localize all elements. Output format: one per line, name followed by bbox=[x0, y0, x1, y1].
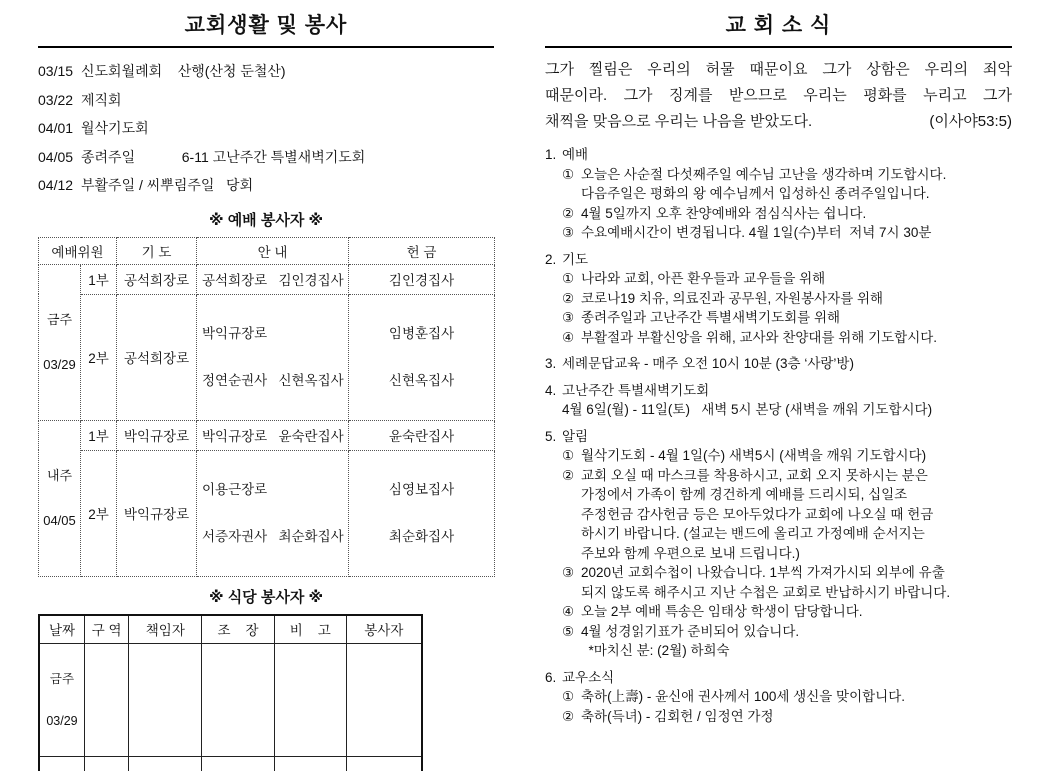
announcement-item bbox=[562, 223, 1012, 243]
page-title: 교회생활 및 봉사 bbox=[184, 14, 348, 37]
item-line: 다음주일은 평화의 왕 예수님께서 입성하신 종려주일입니다. bbox=[581, 186, 930, 201]
item-marker: ④ bbox=[562, 604, 575, 619]
announcement-item bbox=[562, 269, 1012, 289]
col-header-note: 비 고 bbox=[274, 615, 346, 644]
item-line: 교회 오실 때 마스크를 착용하시고, 교회 오지 못하시는 분은 bbox=[581, 467, 928, 483]
section-title: 세례문답교육 - 매주 오전 10시 10분 (3층 ‘사랑’방) bbox=[562, 356, 854, 371]
guide-line: 이용근장로 bbox=[202, 481, 268, 497]
item-line: 종려주일과 고난주간 특별새벽기도회를 위해 bbox=[581, 310, 841, 325]
guide-cell bbox=[197, 294, 349, 420]
section-prayer bbox=[545, 250, 1012, 348]
prayer-cell: 박익규장로 bbox=[117, 420, 197, 450]
scripture-line: 때문이라. 그가 징계를 받으므로 우리는 평화를 누리고 그가 bbox=[545, 87, 1012, 104]
offering-line: 임병훈집사 bbox=[388, 325, 455, 341]
section-member-news bbox=[545, 668, 1012, 727]
section-number: 5. bbox=[545, 428, 557, 444]
offering-line: 신현옥집사 bbox=[388, 373, 455, 388]
item-marker: ① bbox=[562, 271, 575, 286]
scripture-text: 채찍을 맞음으로 우리는 나음을 받았도다. bbox=[545, 113, 813, 130]
event-text: 부활주일 / 씨뿌림주일 당회 bbox=[81, 177, 254, 194]
empty-cell bbox=[274, 643, 346, 756]
week-label: 금주 bbox=[49, 671, 75, 686]
event-text: 제직회 bbox=[81, 91, 122, 108]
event-text: 월삭기도회 bbox=[81, 120, 149, 137]
prayer-cell: 공석희장로 bbox=[117, 264, 197, 294]
part-cell: 1부 bbox=[81, 264, 117, 294]
section-title: 교우소식 bbox=[562, 669, 615, 685]
announcement-item bbox=[562, 687, 1012, 707]
announcement-item bbox=[562, 308, 1012, 328]
item-line: 나라와 교회, 아픈 환우들과 교우들을 위해 bbox=[581, 271, 826, 286]
event-date: 04/05 bbox=[38, 148, 74, 165]
section-title: 알림 bbox=[562, 428, 589, 444]
announcement-item bbox=[562, 707, 1012, 727]
empty-cell bbox=[129, 643, 202, 756]
week-cell bbox=[39, 420, 81, 576]
event-row bbox=[38, 86, 494, 115]
event-text: 종려주일 6-11 고난주간 특별새벽기도회 bbox=[81, 148, 366, 165]
event-row bbox=[38, 114, 494, 143]
scripture-line: 그가 찔림은 우리의 허물 때문이요 그가 상함은 우리의 죄악 bbox=[545, 61, 1012, 78]
item-marker: ⑤ bbox=[562, 623, 575, 639]
prayer-cell: 공석희장로 bbox=[117, 294, 197, 420]
section-number: 3. bbox=[545, 356, 557, 371]
item-line: 하시기 바랍니다. (설교는 밴드에 올리고 가정예배 순서지는 bbox=[581, 526, 925, 541]
item-marker: ③ bbox=[562, 565, 575, 580]
item-line: 가정에서 가족이 함께 경건하게 예배를 드리시되, 십일조 bbox=[581, 487, 908, 502]
item-marker: ① bbox=[562, 166, 575, 182]
item-line: 주보와 함께 우편으로 보내 드립니다.) bbox=[581, 545, 800, 561]
offering-line: 최순화집사 bbox=[388, 529, 455, 544]
announcement-item bbox=[562, 165, 1012, 204]
item-marker: ② bbox=[562, 205, 575, 221]
empty-cell bbox=[346, 756, 422, 771]
event-row bbox=[38, 171, 494, 200]
section-dawn-prayer bbox=[545, 381, 1012, 420]
col-header-date: 날짜 bbox=[39, 615, 84, 644]
event-text: 신도회월례회 산행(산청 둔철산) bbox=[81, 63, 286, 80]
item-marker: ② bbox=[562, 467, 575, 483]
item-marker: ③ bbox=[562, 225, 575, 240]
offering-line: 심영보집사 bbox=[388, 481, 455, 497]
empty-cell bbox=[346, 643, 422, 756]
week-date: 03/29 bbox=[43, 357, 76, 372]
announcement-item bbox=[562, 446, 1012, 466]
guide-cell bbox=[197, 450, 349, 576]
guide-line: 서증자권사 최순화집사 bbox=[202, 529, 344, 544]
announcement-item bbox=[562, 328, 1012, 348]
announcement-sections bbox=[545, 145, 1012, 726]
section-title: 기도 bbox=[562, 251, 589, 267]
item-line: *마치신 분: (2월) 하희숙 bbox=[581, 643, 730, 658]
col-header-guide: 안 내 bbox=[197, 237, 349, 264]
col-header-leader: 조 장 bbox=[202, 615, 275, 644]
week-cell bbox=[39, 756, 84, 771]
item-line: 월삭기도회 - 4월 1일(수) 새벽5시 (새벽을 깨워 기도합시다) bbox=[581, 448, 927, 463]
part-cell: 2부 bbox=[81, 294, 117, 420]
item-line: 주정헌금 감사헌금 등은 모아두었다가 교회에 나오실 때 헌금 bbox=[581, 506, 934, 522]
item-line: 부활절과 부활신앙을 위해, 교사와 찬양대를 위해 기도합시다. bbox=[581, 329, 938, 345]
item-marker: ③ bbox=[562, 310, 575, 325]
week-label: 금주 bbox=[46, 312, 73, 327]
event-date: 04/12 bbox=[38, 177, 74, 194]
page-title: 교 회 소 식 bbox=[725, 14, 832, 37]
guide-line: 박익규장로 bbox=[202, 325, 268, 341]
item-line: 오늘은 사순절 다섯째주일 예수님 고난을 생각하며 기도합시다. bbox=[581, 166, 947, 182]
item-marker: ① bbox=[562, 448, 575, 463]
page-church-news bbox=[522, 0, 1045, 771]
prayer-cell: 박익규장로 bbox=[117, 450, 197, 576]
item-line: 축하(上壽) - 윤신애 권사께서 100세 생신을 맞이합니다. bbox=[581, 689, 906, 704]
section-number: 2. bbox=[545, 251, 557, 267]
announcement-item bbox=[562, 622, 1012, 661]
week-cell bbox=[39, 643, 84, 756]
item-line: 축하(득녀) - 김회헌 / 임정연 가정 bbox=[581, 708, 774, 724]
section-title: 예배 bbox=[562, 147, 589, 162]
event-list bbox=[38, 57, 494, 200]
col-header-prayer: 기 도 bbox=[117, 237, 197, 264]
week-date: 03/29 bbox=[46, 713, 78, 728]
item-line: 되지 않도록 해주시고 지난 수첩은 교회로 반납하시기 바랍니다. bbox=[581, 584, 951, 600]
event-date: 03/15 bbox=[38, 63, 74, 80]
item-line: 2020년 교회수첩이 나왔습니다. 1부씩 가져가시되 외부에 유출 bbox=[581, 565, 945, 580]
week-date: 04/05 bbox=[43, 513, 76, 528]
event-date: 03/22 bbox=[38, 91, 74, 108]
item-line: 수요예배시간이 변경됩니다. 4월 1일(수)부터 저녁 7시 30분 bbox=[581, 225, 932, 240]
empty-cell bbox=[202, 756, 275, 771]
scripture-reference: (이사야53:5) bbox=[929, 113, 1012, 130]
scripture-verse bbox=[545, 57, 1012, 135]
offering-cell bbox=[349, 294, 495, 420]
scripture-line bbox=[545, 109, 1012, 135]
event-row bbox=[38, 143, 494, 172]
empty-cell bbox=[274, 756, 346, 771]
dining-servers-caption: ※ 식당 봉사자 ※ bbox=[208, 588, 324, 606]
empty-cell bbox=[129, 756, 202, 771]
announcement-item bbox=[562, 289, 1012, 309]
week-label: 내주 bbox=[46, 468, 73, 483]
item-marker: ② bbox=[562, 708, 575, 724]
worship-servers-caption: ※ 예배 봉사자 ※ bbox=[208, 211, 324, 229]
section-baptism-class bbox=[545, 354, 1012, 374]
event-date: 04/01 bbox=[38, 120, 74, 137]
section-number: 6. bbox=[545, 669, 557, 685]
section-worship bbox=[545, 145, 1012, 243]
col-header-zone: 구 역 bbox=[84, 615, 128, 644]
empty-cell bbox=[84, 756, 128, 771]
worship-servers-table bbox=[38, 237, 495, 577]
title-rule bbox=[38, 46, 494, 48]
week-cell bbox=[39, 264, 81, 420]
offering-cell: 윤숙란집사 bbox=[349, 420, 495, 450]
item-line: 오늘 2부 예배 특송은 임태상 학생이 담당합니다. bbox=[581, 604, 863, 619]
item-line: 4월 6일(월) - 11일(토) 새벽 5시 본당 (새벽을 깨워 기도합시다) bbox=[562, 402, 933, 417]
col-header-offering: 헌 금 bbox=[349, 237, 495, 264]
col-header-server: 봉사자 bbox=[346, 615, 422, 644]
announcement-item bbox=[562, 466, 1012, 564]
empty-cell bbox=[84, 643, 128, 756]
item-marker: ② bbox=[562, 290, 575, 306]
item-line: 4월 성경읽기표가 준비되어 있습니다. bbox=[581, 623, 800, 639]
offering-cell: 김인경집사 bbox=[349, 264, 495, 294]
announcement-item bbox=[562, 563, 1012, 602]
title-rule bbox=[545, 46, 1012, 48]
dining-servers-table bbox=[38, 614, 423, 771]
guide-line: 정연순권사 신현옥집사 bbox=[202, 373, 344, 388]
guide-cell: 박익규장로 윤숙란집사 bbox=[197, 420, 349, 450]
event-row bbox=[38, 57, 494, 86]
section-number: 4. bbox=[545, 382, 557, 398]
guide-cell: 공석희장로 김인경집사 bbox=[197, 264, 349, 294]
item-line: 코로나19 치유, 의료진과 공무원, 자원봉사자를 위해 bbox=[581, 290, 884, 306]
part-cell: 2부 bbox=[81, 450, 117, 576]
page-church-life bbox=[0, 0, 522, 771]
item-line: 4월 5일까지 오후 찬양예배와 점심식사는 쉽니다. bbox=[581, 205, 867, 221]
part-cell: 1부 bbox=[81, 420, 117, 450]
col-header-member: 예배위원 bbox=[39, 237, 117, 264]
item-marker: ④ bbox=[562, 329, 575, 345]
empty-cell bbox=[202, 643, 275, 756]
section-number: 1. bbox=[545, 147, 557, 162]
announcement-item bbox=[562, 400, 1012, 420]
col-header-manager: 책임자 bbox=[129, 615, 202, 644]
item-marker: ① bbox=[562, 689, 575, 704]
announcement-item bbox=[562, 602, 1012, 622]
section-title: 고난주간 특별새벽기도회 bbox=[562, 382, 710, 398]
offering-cell bbox=[349, 450, 495, 576]
announcement-item bbox=[562, 204, 1012, 224]
section-notices bbox=[545, 427, 1012, 661]
